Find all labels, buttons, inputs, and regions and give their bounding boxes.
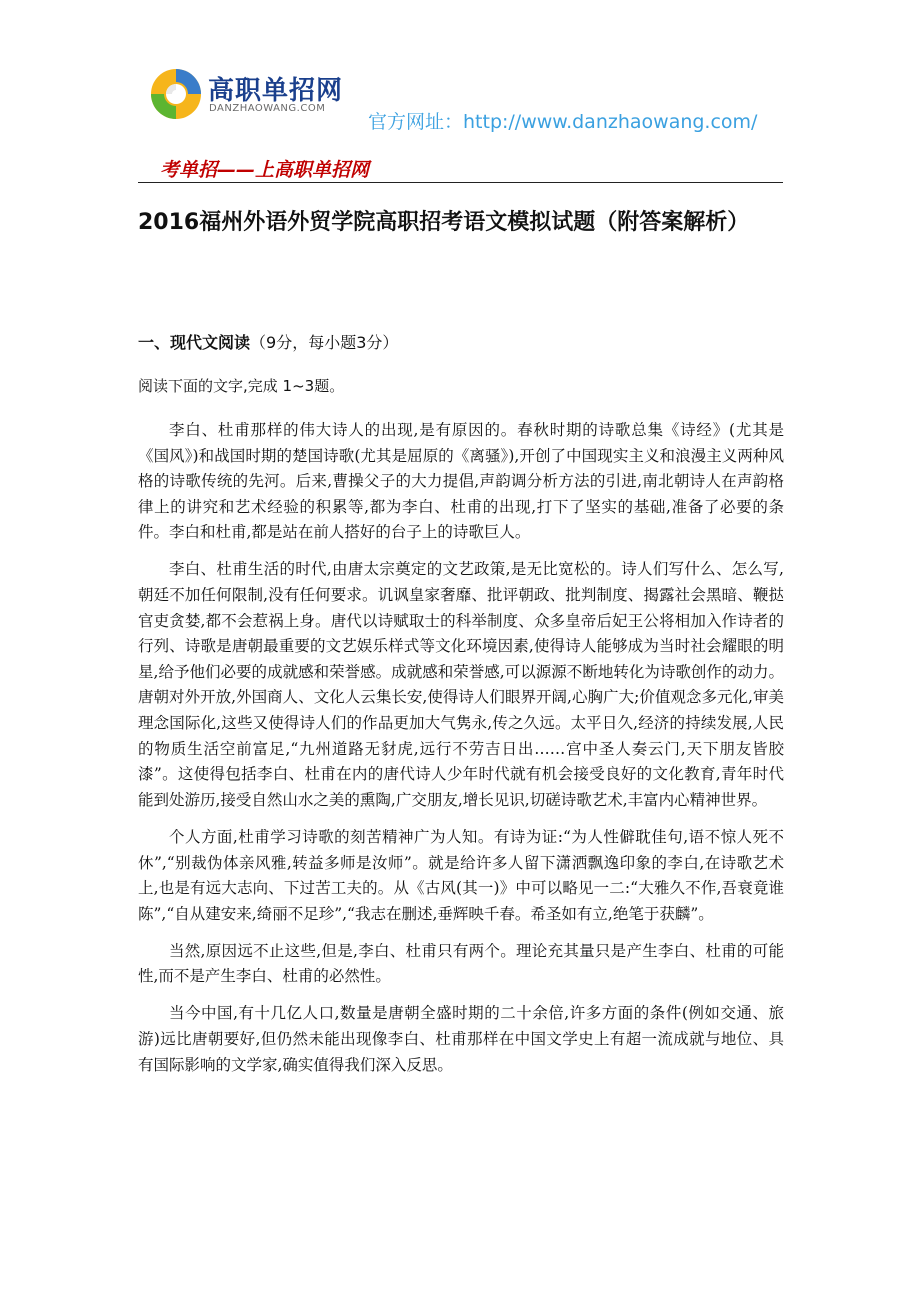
section-heading-label: 一、现代文阅读	[138, 333, 251, 352]
section-heading-note: （9分，每小题3分）	[250, 333, 399, 352]
official-site-link[interactable]: 官方网址：http://www.danzhaowang.com/	[368, 111, 758, 133]
logo-subtext: DANZHAOWANG.COM	[209, 103, 326, 114]
paragraph: 个人方面,杜甫学习诗歌的刻苦精神广为人知。有诗为证:“为人性僻耽佳句,语不惊人死不休”,“别裁伪体亲风雅,转益多师是汝师”。就是给许多人留下潇洒飘逸印象的李白,在诗歌艺术上,也是有远大志向、下过苦工夫的。从《古风(其一)》中可以略见一二:“大雅久不作,吾衰竟谁陈”,“自从建安来,绮丽不足珍”,“我志在删述,垂辉映千春。希圣如有立,绝笔于获麟”。	[138, 827, 784, 923]
paragraph: 李白、杜甫那样的伟大诗人的出现,是有原因的。春秋时期的诗歌总集《诗经》(尤其是《国风》)和战国时期的楚国诗歌(尤其是屈原的《离骚》),开创了中国现实主义和浪漫主义两种风格的诗歌传统的先河。后来,曹操父子的大力提倡,声韵调分析方法的引进,南北朝诗人在声韵格律上的讲究和艺术经验的积累等,都为李白、杜甫的出现,打下了坚实的基础,准备了必要的条件。李白和杜甫,都是站在前人搭好的台子上的诗歌巨人。	[138, 421, 784, 542]
page-header	[0, 0, 920, 190]
passage-body	[138, 418, 784, 1090]
document-title: 2016福州外语外贸学院高职招考语文模拟试题（附答案解析）	[138, 210, 750, 235]
reading-instruction: 阅读下面的文字,完成 1~3题。	[138, 377, 345, 395]
paragraph: 当然,原因远不止这些,但是,李白、杜甫只有两个。理论充其量只是产生李白、杜甫的可能性,而不是产生李白、杜甫的必然性。	[138, 941, 784, 986]
slogan: 考单招——上高职单招网	[160, 159, 370, 181]
header-divider	[138, 182, 783, 183]
logo-text: 高职单招网	[208, 76, 344, 106]
paragraph: 当今中国,有十几亿人口,数量是唐朝全盛时期的二十余倍,许多方面的条件(例如交通、旅游)远比唐朝要好,但仍然未能出现像李白、杜甫那样在中国文学史上有超一流成就与地位、具有国际影响的文学家,确实值得我们深入反思。	[138, 1004, 784, 1074]
logo-swirl-icon	[150, 68, 202, 120]
paragraph: 李白、杜甫生活的时代,由唐太宗奠定的文艺政策,是无比宽松的。诗人们写什么、怎么写,朝廷不加任何限制,没有任何要求。讥讽皇家奢靡、批评朝政、批判制度、揭露社会黑暗、鞭挞官吏贪婪,都不会惹祸上身。唐代以诗赋取士的科举制度、众多皇帝后妃王公将相加入作诗者的行列、诗歌是唐朝最重要的文艺娱乐样式等文化环境因素,使得诗人能够成为当时社会耀眼的明星,给予他们必要的成就感和荣誉感。成就感和荣誉感,可以源源不断地转化为诗歌创作的动力。唐朝对外开放,外国商人、文化人云集长安,使得诗人们眼界开阔,心胸广大;价值观念多元化,审美理念国际化,这些又使得诗人们的作品更加大气隽永,传之久远。太平日久,经济的持续发展,人民的物质生活空前富足,“九州道路无豺虎,远行不劳吉日出……宫中圣人奏云门,天下朋友皆胶漆”。这使得包括李白、杜甫在内的唐代诗人少年时代就有机会接受良好的文化教育,青年时代能到处游历,接受自然山水之美的熏陶,广交朋友,增长见识,切磋诗歌艺术,丰富内心精神世界。	[138, 560, 784, 809]
section-heading	[138, 330, 398, 353]
